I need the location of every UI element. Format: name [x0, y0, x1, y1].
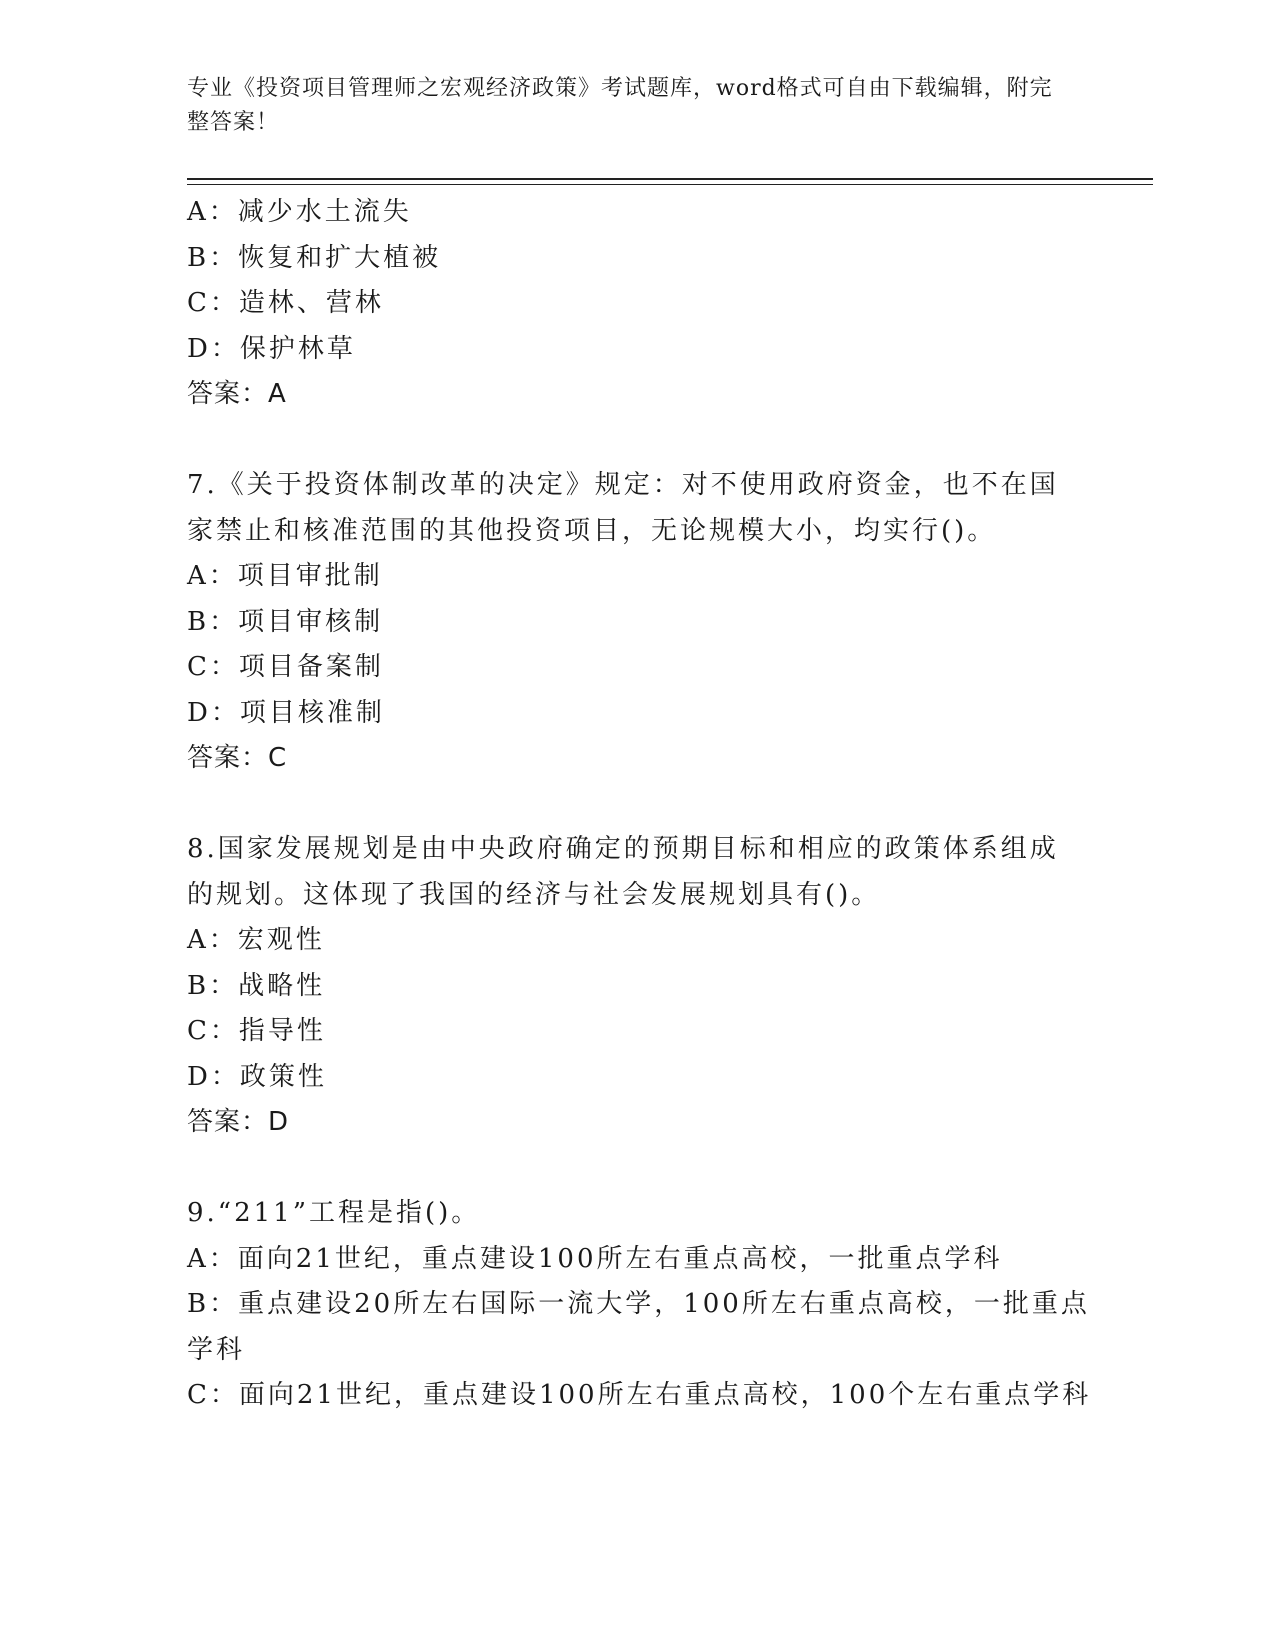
option-b: B：战略性 — [187, 970, 326, 1001]
spacer — [187, 782, 1087, 828]
option-d: D：保护林草 — [187, 333, 356, 364]
option-b: B：项目审核制 — [187, 606, 384, 637]
answer-line: 答案：C — [187, 743, 288, 773]
question-8 — [187, 827, 1087, 1146]
option-b: B：恢复和扩大植被 — [187, 242, 442, 273]
option-a: A：减少水土流失 — [187, 197, 412, 227]
question-7 — [187, 463, 1087, 782]
option-a: A：项目审批制 — [187, 561, 383, 591]
option-c: C：造林、营林 — [187, 288, 384, 318]
question-stem: 9.“211”工程是指()。 — [187, 1198, 481, 1228]
option-a: A：宏观性 — [187, 925, 325, 955]
option-b-continued: 学科 — [187, 1334, 246, 1365]
question-stem: 8.国家发展规划是由中央政府确定的预期目标和相应的政策体系组成 — [187, 834, 1059, 864]
spacer — [187, 418, 1087, 464]
answer-line: 答案：D — [187, 1107, 290, 1137]
option-a: A：面向21世纪，重点建设100所左右重点高校，一批重点学科 — [187, 1243, 1003, 1274]
option-b: B：重点建设20所左右国际一流大学，100所左右重点高校，一批重点 — [187, 1289, 1090, 1319]
option-c: C：指导性 — [187, 1016, 326, 1046]
question-stem: 7.《关于投资体制改革的决定》规定：对不使用政府资金，也不在国 — [187, 470, 1059, 500]
option-d: D：项目核准制 — [187, 697, 385, 728]
question-list — [187, 190, 1092, 1419]
spacer — [187, 1146, 1087, 1192]
question-9 — [187, 1191, 1092, 1419]
answer-line: 答案：A — [187, 379, 287, 409]
option-c: C：项目备案制 — [187, 652, 384, 682]
option-c: C：面向21世纪，重点建设100所左右重点高校，100个左右重点学科 — [187, 1380, 1092, 1410]
header-divider-thick — [187, 178, 1153, 180]
question-stem-continued: 家禁止和核准范围的其他投资项目，无论规模大小，均实行()。 — [187, 515, 997, 546]
question-stem-continued: 的规划。这体现了我国的经济与社会发展规划具有()。 — [187, 879, 881, 910]
question-6-continued — [187, 190, 1087, 418]
option-d: D：政策性 — [187, 1061, 327, 1092]
header-divider-thin — [187, 184, 1153, 185]
document-header: 专业《投资项目管理师之宏观经济政策》考试题库，word格式可自由下载编辑，附完整答案！ — [187, 76, 1053, 135]
